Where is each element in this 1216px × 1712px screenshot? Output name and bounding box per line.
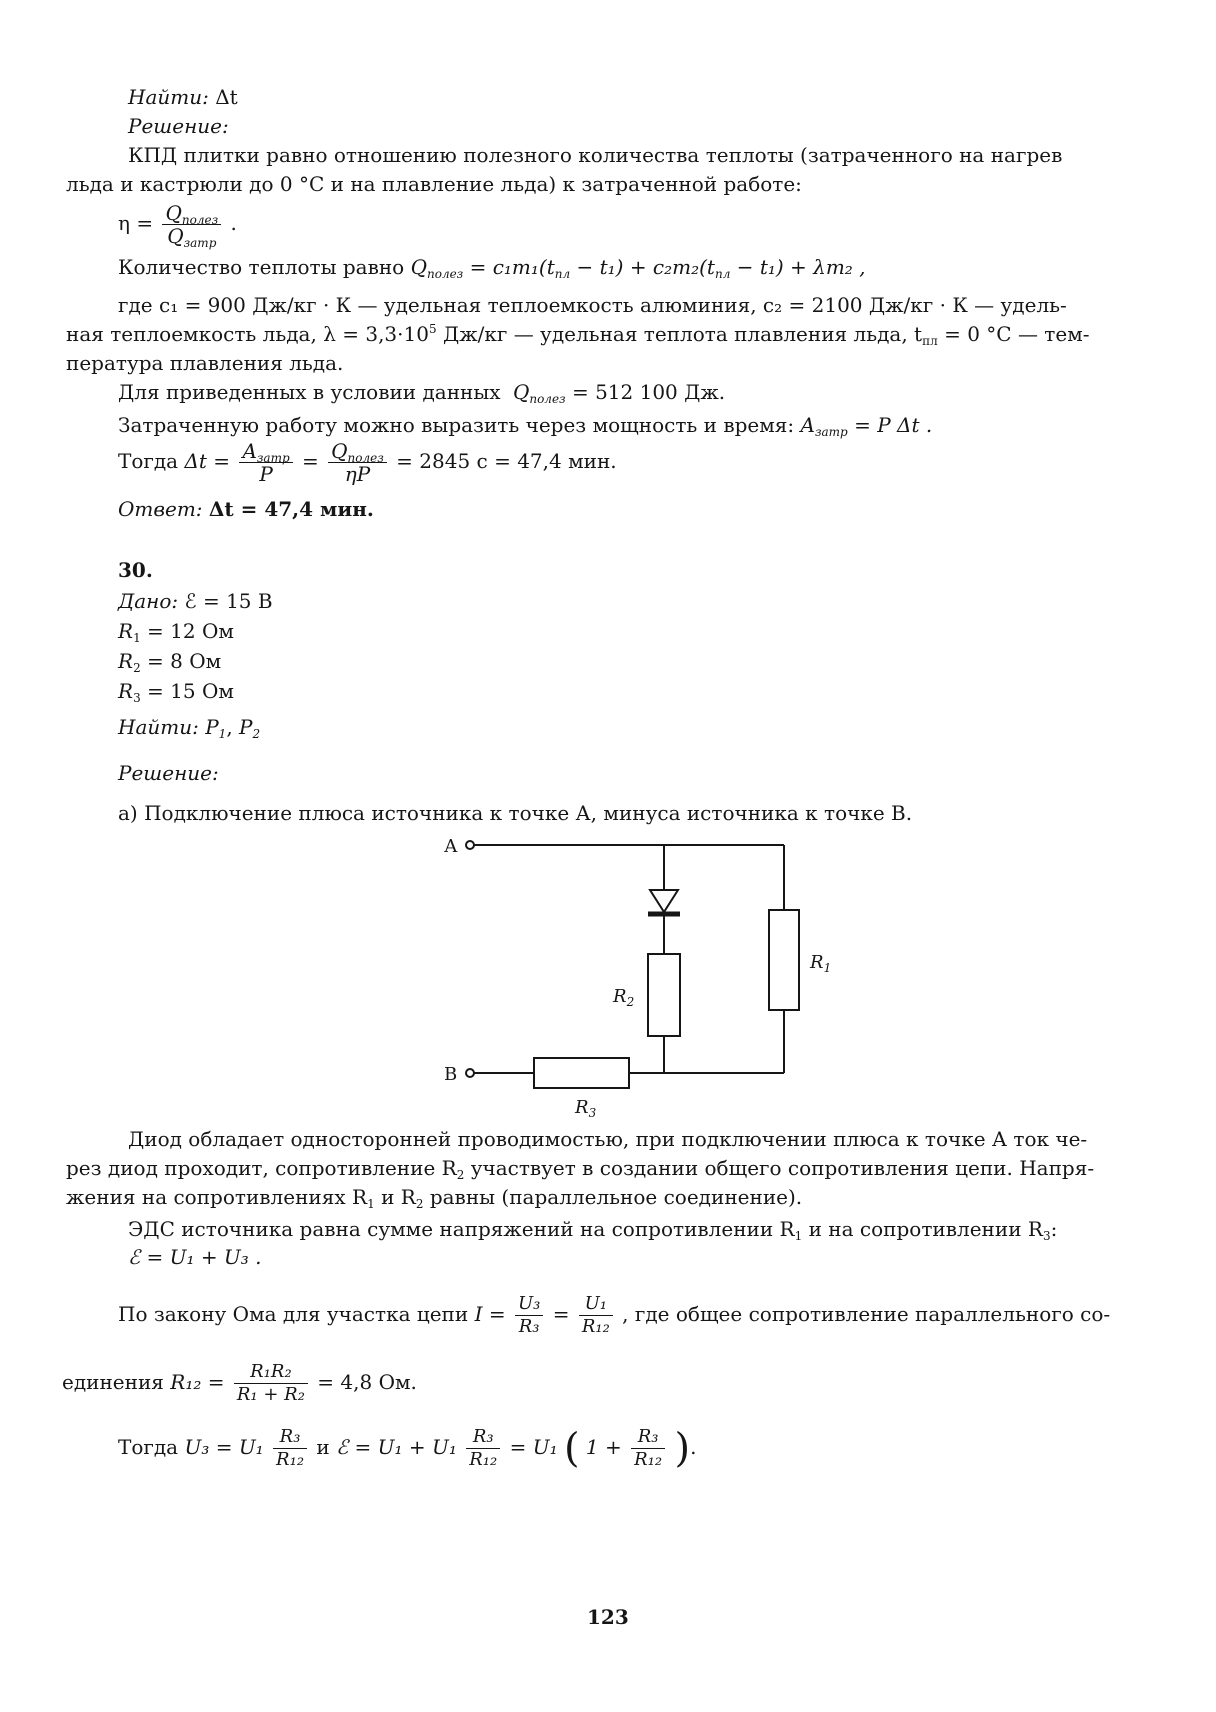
find-line-1	[128, 84, 238, 110]
case-a-line: а) Подключение плюса источника к точке А, минуса источника к точке В.	[118, 801, 913, 825]
r12-fraction: $\frac{\text{R₁R₂}}{\text{R₁ + R₂}}$	[234, 1361, 308, 1406]
label-r3: $R_3$	[575, 1097, 597, 1120]
then2-fraction-2: $\frac{\text{R₃}}{\text{R₁₂}}$	[466, 1426, 500, 1471]
resistor-r3	[534, 1058, 629, 1088]
given-r3: $R_3 = 15$ Ом	[118, 679, 234, 705]
answer-line	[118, 496, 374, 522]
circuit-diagram	[0, 830, 1216, 1130]
terminal-a	[466, 841, 474, 849]
solution-label-2: Решение:	[118, 761, 219, 785]
emf-line2: ℰ = U₁ + U₃ .	[128, 1245, 262, 1269]
r12-line: единения R₁₂ = $\frac{\text{R₁R₂}}{\text{R₁ + R₂}}$ = 4,8 Ом.	[62, 1361, 417, 1405]
then-fraction-2: $\frac{Q_{полез}}{\eta P}$	[328, 440, 387, 485]
heat-formula: $Q_{полез} = c_1m_1(t_{пл} - t_1) + c_2m_2(t_{пл} - t_1) + \lambda m_2$ ,	[410, 255, 866, 281]
eta-formula: η = $\frac{Q_{полез}}{Q_{затр}}$ .	[118, 201, 237, 250]
ohm-fraction-2: $\frac{\text{U₁}}{\text{R₁₂}}$	[579, 1293, 613, 1338]
then-line-2: Тогда U₃ = U₁ $\frac{\text{R₃}}{\text{R₁₂}}$ и ℰ = U₁ + U₁ $\frac{\text{R₃}}{\text{R₁₂}}$ = U₁ ( 1 + $\frac{\text{R₃}}{\text{R₁₂}}$ ).	[118, 1425, 697, 1472]
given-emf-line: Дано: ℰ = 15 В	[118, 589, 273, 613]
given-data-line: Для приведенных в условии данных $Q_{полез} = 512$ 100 Дж.	[118, 380, 726, 406]
answer-label: Ответ:	[118, 497, 203, 521]
where-line2: ная теплоемкость льда, $\lambda = 3,3\cdot 10^5$ Дж/кг — удельная теплота плавления льда, $t_{пл} = 0$ °С — тем-	[66, 322, 1090, 348]
terminal-b	[466, 1069, 474, 1077]
resistor-r1	[769, 910, 799, 1010]
ohm-line: По закону Ома для участка цепи I = $\frac{\text{U₃}}{\text{R₃}}$ = $\frac{\text{U₁}}{\text{R₁₂}}$ , где общее сопротивление параллельного со-	[118, 1293, 1111, 1337]
page-number: 123	[587, 1605, 629, 1629]
label-b: В	[444, 1064, 458, 1085]
then-fraction-1: $\frac{A_{затр}}{P}$	[239, 440, 292, 485]
answer-value: Δt = 47,4 мин.	[208, 497, 374, 521]
diode-para-line2: рез диод проходит, сопротивление $R_2$ участвует в создании общего сопротивления цепи. Напря-	[66, 1156, 1095, 1182]
paragraph-kpd-line2: льда и кастрюли до 0 °С и на плавление льда) к затраченной работе:	[66, 172, 802, 196]
find-value: Δt	[215, 85, 238, 109]
then2-fraction-1: $\frac{\text{R₃}}{\text{R₁₂}}$	[273, 1426, 307, 1471]
given-r2: $R_2 = 8$ Ом	[118, 649, 222, 675]
heat-line: Количество теплоты равно $Q_{полез} = c_1m_1(t_{пл} - t_1) + c_2m_2(t_{пл} - t_1) + \lambda m_2$ ,	[118, 255, 866, 281]
solution-label-1: Решение:	[128, 114, 229, 138]
label-r2: $R_2$	[613, 986, 635, 1009]
problem-number: 30.	[118, 558, 153, 582]
then2-fraction-3: $\frac{\text{R₃}}{\text{R₁₂}}$	[631, 1426, 665, 1471]
find-line-2: Найти: $P_1$, $P_2$	[118, 715, 261, 741]
given-r1: $R_1 = 12$ Ом	[118, 619, 234, 645]
ohm-fraction-1: $\frac{\text{U₃}}{\text{R₃}}$	[515, 1293, 543, 1338]
label-r1: $R_1$	[810, 952, 832, 975]
label-a: А	[444, 836, 458, 857]
work-line: Затраченную работу можно выразить через мощность и время: $A_{затр} = P$ Δt .	[118, 413, 933, 439]
where-line1: где c₁ = 900 Дж/кг · К — удельная теплоемкость алюминия, c₂ = 2100 Дж/кг · К — удель-	[118, 293, 1067, 317]
resistor-r2	[648, 954, 680, 1036]
diode-para-line1: Диод обладает односторонней проводимостью, при подключении плюса к точке А ток че-	[128, 1127, 1088, 1151]
diode-para-line3: жения на сопротивлениях $R_1$ и $R_2$ равны (параллельное соединение).	[66, 1185, 803, 1211]
eta-fraction: $\frac{Q_{полез}}{Q_{затр}}$	[162, 202, 221, 247]
find-label: Найти:	[128, 85, 209, 109]
emf-line1: ЭДС источника равна сумме напряжений на сопротивлении $R_1$ и на сопротивлении $R_3$:	[128, 1217, 1058, 1243]
then-line-1: Тогда Δt = $\frac{A_{затр}}{P}$ = $\frac{Q_{полез}}{\eta P}$ = 2845 с = 47,4 мин.	[118, 439, 617, 486]
where-line3: пература плавления льда.	[66, 351, 344, 375]
diode	[650, 890, 678, 912]
paragraph-kpd-line1: КПД плитки равно отношению полезного количества теплоты (затраченного на нагрев	[128, 143, 1063, 167]
